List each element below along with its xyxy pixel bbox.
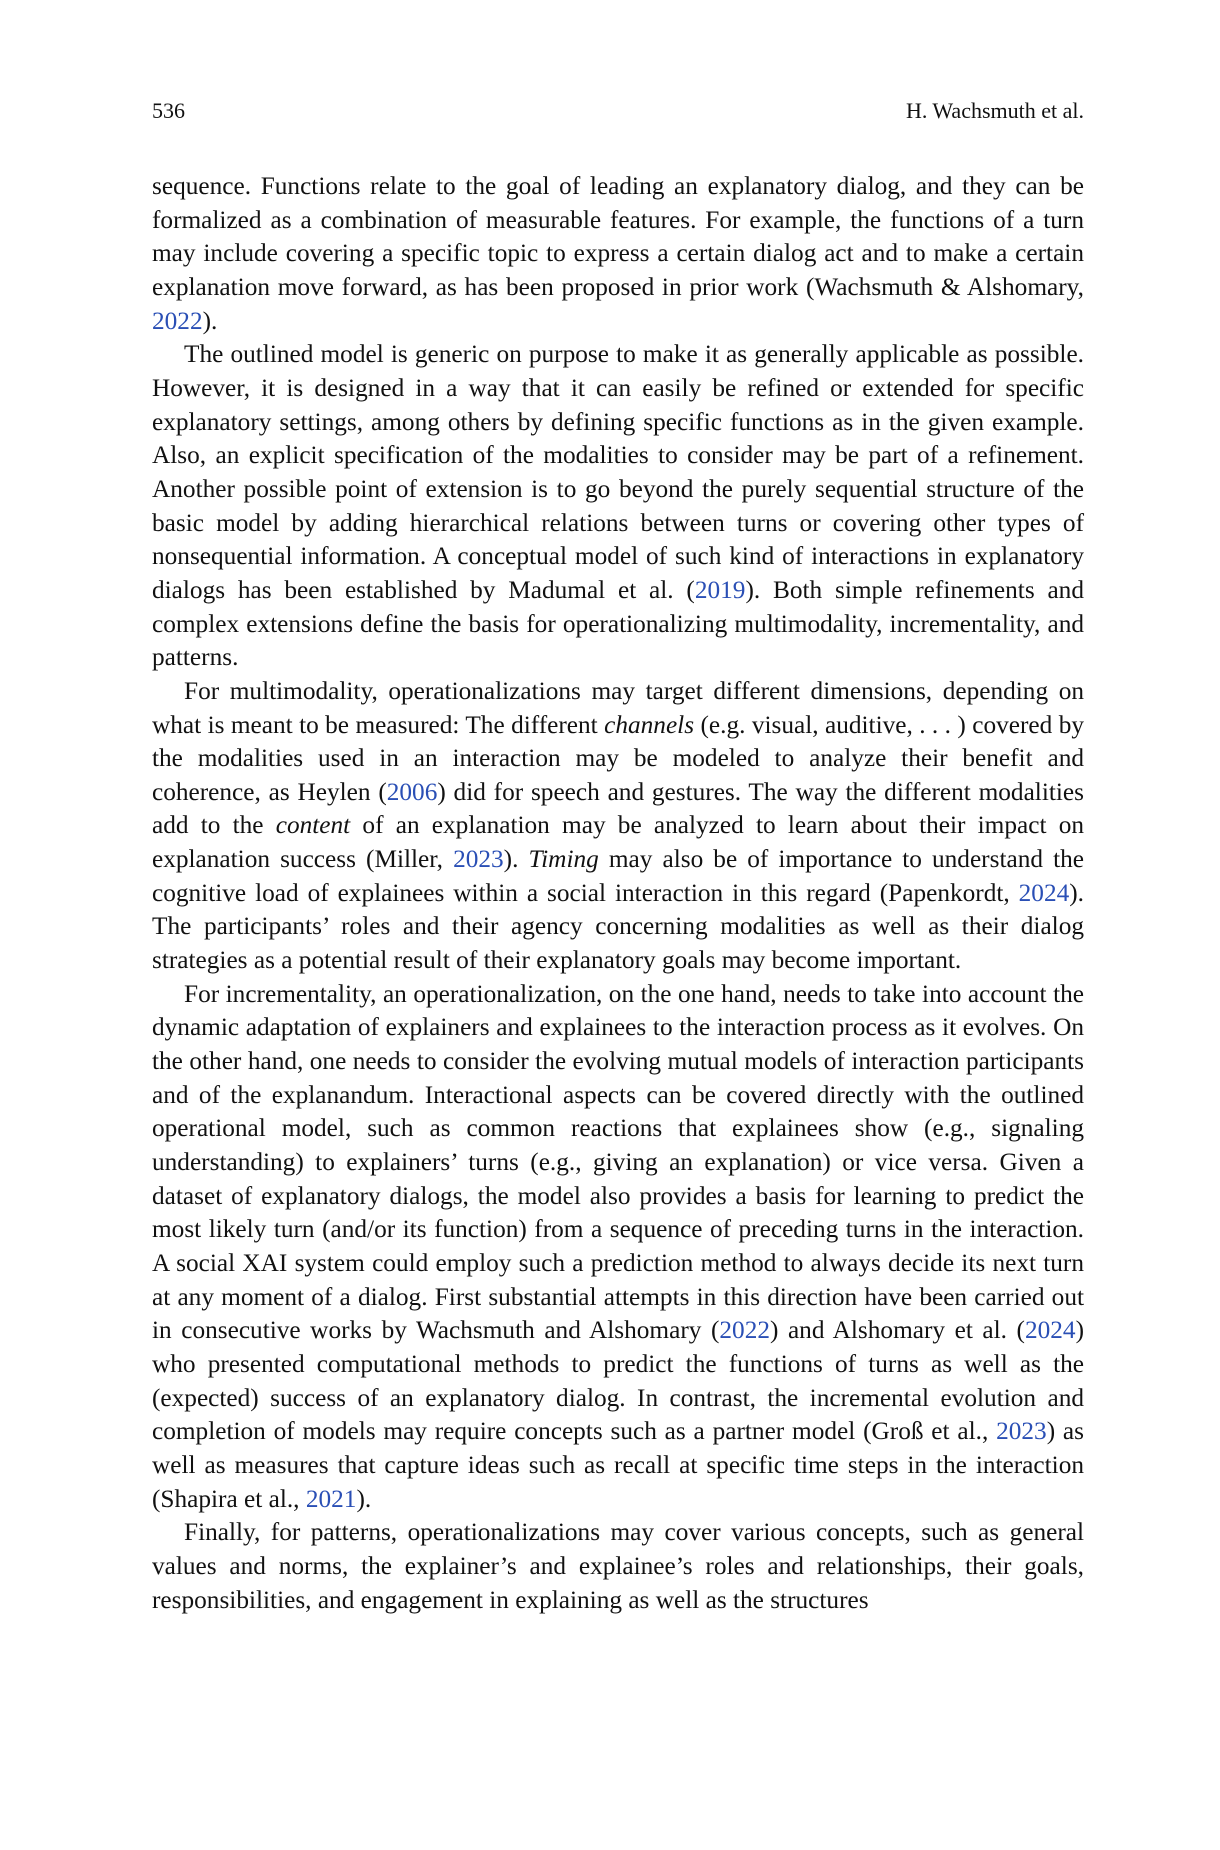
text-run: ). The participants’ roles and their agency concerning modalities as well as their dialog strategies as a potential result of their explanatory goals may become important. (152, 878, 1084, 975)
emphasis-text: content (275, 811, 351, 840)
paragraph (152, 978, 1084, 1517)
text-run: ) as well as measures that capture ideas such as recall at specific time steps in the interaction (Shapira et al., (152, 1417, 1084, 1513)
citation-link[interactable]: 2023 (453, 845, 504, 874)
paragraph (152, 675, 1084, 978)
citation-link[interactable]: 2006 (386, 777, 438, 806)
text-run: (e.g. visual, auditive, . . . ) covered by the modalities used in an interaction may be modeled to analyze their benefit and coherence, as Heylen ( (152, 710, 1084, 806)
citation-link[interactable]: 2023 (996, 1417, 1047, 1446)
text-run: of an explanation may be analyzed to learn about their impact on explanation success (Miller, (152, 811, 1084, 874)
text-run: Finally, for patterns, operationalizations may cover various concepts, such as general values and norms, the explainer’s and explainee’s roles and relationships, their goals, responsibilities, and engagement in explaining as well as the structures (152, 1518, 1084, 1614)
citation-link[interactable]: 2021 (305, 1484, 357, 1513)
text-run: ). (356, 1484, 372, 1513)
paragraph (152, 1516, 1084, 1617)
text-run: ). (503, 845, 529, 874)
body-text (152, 170, 1084, 1617)
citation-link[interactable]: 2024 (1018, 878, 1070, 907)
emphasis-text: channels (604, 710, 695, 739)
running-head-authors: H. Wachsmuth et al. (905, 98, 1084, 123)
text-run: ). Both simple refinements and complex extensions define the basis for operationalizing multimodality, incrementality, and patterns. (152, 575, 1084, 672)
text-run: For multimodality, operationalizations may target different dimensions, depending on what is meant to be measured: The different (152, 676, 1084, 739)
text-run: may also be of importance to understand the cognitive load of explainees within a social interaction in this regard (Papenkordt, (152, 845, 1084, 907)
citation-link[interactable]: 2024 (1024, 1316, 1076, 1345)
page-number: 536 (152, 98, 185, 123)
text-run: ). (202, 306, 218, 335)
paragraph (152, 170, 1084, 338)
citation-link[interactable]: 2022 (152, 306, 203, 335)
text-run: sequence. Functions relate to the goal of leading an explanatory dialog, and they can be formalized as a combination of measurable features. For example, the functions of a turn may include covering a specific topic to express a certain dialog act and to make a certain explanation move forward, as has been proposed in prior work (Wachsmuth & Alshomary, (152, 172, 1084, 301)
text-run: ) and Alshomary et al. ( (769, 1316, 1025, 1345)
paragraph (152, 338, 1084, 675)
citation-link[interactable]: 2019 (694, 575, 746, 604)
citation-link[interactable]: 2022 (719, 1316, 770, 1345)
text-run: The outlined model is generic on purpose to make it as generally applicable as possible. However, it is designed in a way that it can easily be refined or extended for specific explanatory settings, among others by defining specific functions as in the given example. Also, an explicit specification of the modalities to consider may be part of a refinement. Another possible point of extension is to go beyond the purely sequential structure of the basic model by adding hierarchical relations between turns or covering other types of nonsequential information. A conceptual model of such kind of interactions in explanatory dialogs has been established by Madumal et al. ( (152, 340, 1084, 604)
emphasis-text: Timing (528, 845, 599, 874)
text-run: For incrementality, an operationalization, on the one hand, needs to take into account the dynamic adaptation of explainers and explainees to the interaction process as it evolves. On the other hand, one needs to consider the evolving mutual models of interaction participants and of the explanandum. Interactional aspects can be covered directly with the outlined operational model, such as common reactions that explainees show (e.g., signaling understanding) to explainers’ turns (e.g., giving an explanation) or vice versa. Given a dataset of explanatory dialogs, the model also provides a basis for learning to predict the most likely turn (and/or its function) from a sequence of preceding turns in the interaction. A social XAI system could employ such a prediction method to always decide its next turn at any moment of a dialog. First substantial attempts in this direction have been carried out in consecutive works by Wachsmuth and Alshomary ( (152, 979, 1084, 1345)
text-run: ) did for speech and gestures. The way the different modalities add to the (152, 777, 1084, 840)
text-run: ) who presented computational methods to predict the functions of turns as well as the (expected) success of an explanatory dialog. In contrast, the incremental evolution and completion of models may require concepts such as a partner model (Groß et al., (152, 1316, 1084, 1446)
running-header (152, 98, 1084, 128)
